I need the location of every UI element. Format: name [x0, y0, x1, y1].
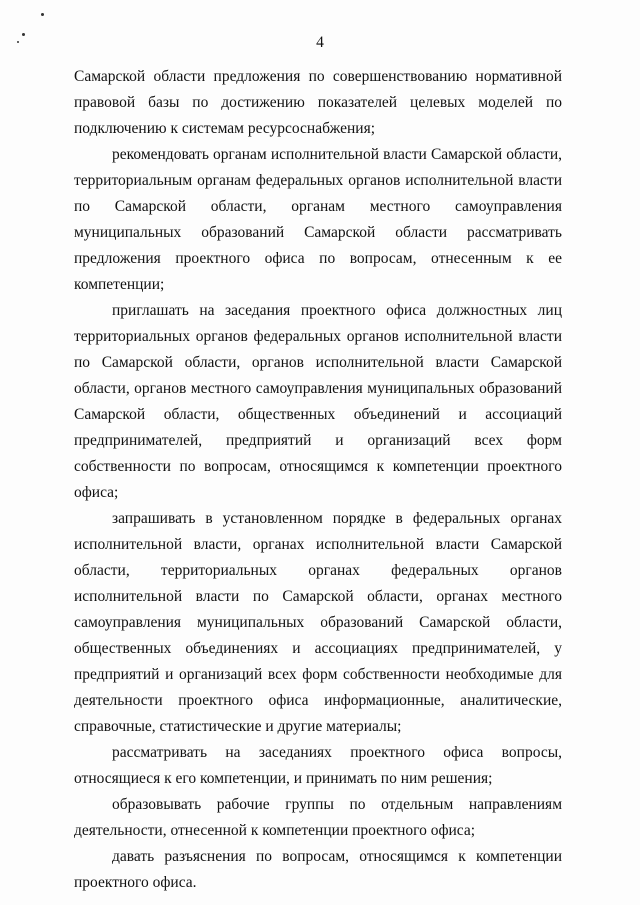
- paragraph-recommend: рекомендовать органам исполнительной власти Самарской области, территориальным органам федеральных органов исполнительной власти по Самарской области, органам местного самоуправления муниципальных образований Самарской области рассматривать предложения проектного офиса по вопросам, отнесенным к ее компетенции;: [74, 146, 562, 293]
- paragraph-continuation: Самарской области предложения по совершенствованию нормативной правовой базы по достижению показателей целевых моделей по подключению к системам ресурсоснабжения;: [74, 68, 562, 137]
- paragraph-request: запрашивать в установленном порядке в федеральных органах исполнительной власти, органах исполнительной власти Самарской области, территориальных органах федеральных органов исполнительной власти по Самарской области, органах местного самоуправления муниципальных образований Самарской области, общественных объединениях и ассоциациях предпринимателей, у предприятий и организаций всех форм собственности необходимые для деятельности проектного офиса информационные, аналитические, справочные, статистические и другие материалы;: [74, 510, 562, 735]
- paragraph-invite: приглашать на заседания проектного офиса должностных лиц территориальных органов федеральных органов исполнительной власти по Самарской области, органов исполнительной власти Самарской области, органов местного самоуправления муниципальных образований Самарской области, общественных объединений и ассоциаций предпринимателей, предприятий и организаций всех форм собственности по вопросам, относящимся к компетенции проектного офиса;: [74, 302, 562, 501]
- scan-speck: [41, 13, 44, 16]
- document-body: [74, 64, 562, 896]
- paragraph-explanations: давать разъяснения по вопросам, относящимся к компетенции проектного офиса.: [74, 848, 562, 891]
- paragraph-working-groups: образовывать рабочие группы по отдельным направлениям деятельности, отнесенной к компетенции проектного офиса;: [74, 796, 562, 839]
- paragraph-consider: рассматривать на заседаниях проектного офиса вопросы, относящиеся к его компетенции, и принимать по ним решения;: [74, 744, 562, 787]
- page-number: 4: [316, 34, 324, 51]
